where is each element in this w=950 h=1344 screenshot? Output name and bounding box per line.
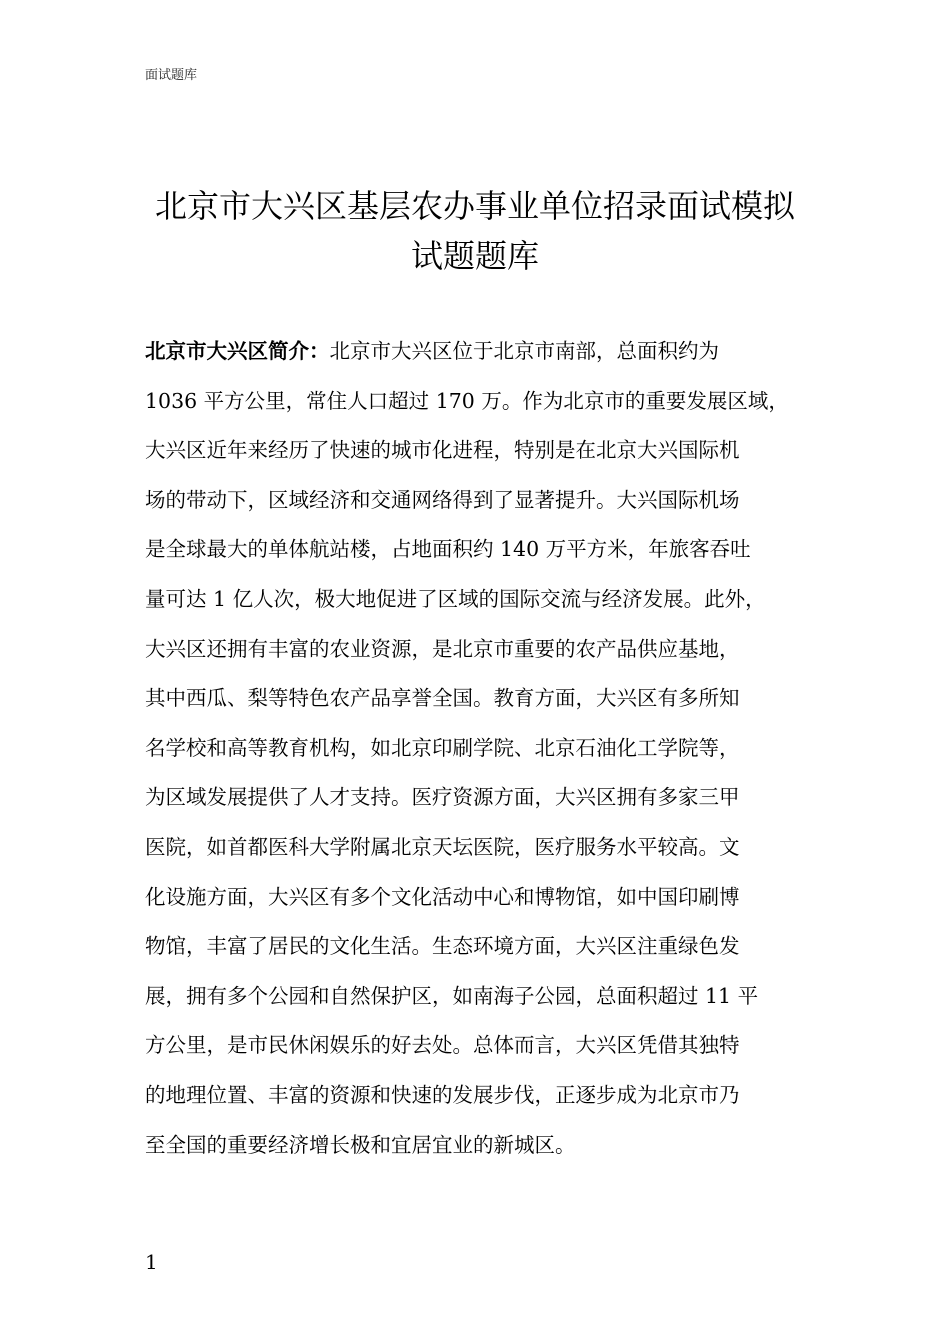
page-number: 1 <box>145 1250 158 1274</box>
paragraph-line: 的地理位置、丰富的资源和快速的发展步伐，正逐步成为北京市乃 <box>145 1082 740 1107</box>
paragraph-line: 方公里，是市民休闲娱乐的好去处。总体而言，大兴区凭借其独特 <box>145 1033 740 1058</box>
intro-lead-label: 北京市大兴区简介： <box>145 339 330 363</box>
paragraph-line: 大兴区还拥有丰富的农业资源，是北京市重要的农产品供应基地， <box>145 636 740 661</box>
paragraph-line <box>145 327 806 377</box>
paragraph-line: 1036 平方公里，常住人口超过 170 万。作为北京市的重要发展区域， <box>145 388 789 413</box>
title-line-2: 试题题库 <box>410 237 539 275</box>
document-title <box>100 181 850 281</box>
paragraph-line: 大兴区近年来经历了快速的城市化进程，特别是在北京大兴国际机 <box>145 438 740 463</box>
paragraph-line: 名学校和高等教育机构，如北京印刷学院、北京石油化工学院等， <box>145 735 740 760</box>
paragraph-line: 至全国的重要经济增长极和宜居宜业的新城区。 <box>145 1132 576 1157</box>
paragraph-line: 展，拥有多个公园和自然保护区，如南海子公园，总面积超过 11 平 <box>145 983 759 1008</box>
title-line-1: 北京市大兴区基层农办事业单位招录面试模拟 <box>154 187 795 225</box>
paragraph-line: 场的带动下，区域经济和交通网络得到了显著提升。大兴国际机场 <box>145 487 740 512</box>
paragraph-line: 是全球最大的单体航站楼，占地面积约 140 万平方米，年旅客吞吐 <box>145 537 751 562</box>
paragraph-line: 医院，如首都医科大学附属北京天坛医院，医疗服务水平较高。文 <box>145 834 740 859</box>
intro-paragraph <box>145 327 806 1170</box>
paragraph-line: 化设施方面，大兴区有多个文化活动中心和博物馆，如中国印刷博 <box>145 884 740 909</box>
paragraph-line: 其中西瓜、梨等特色农产品享誉全国。教育方面，大兴区有多所知 <box>145 686 740 711</box>
paragraph-line-text: 北京市大兴区位于北京市南部，总面积约为 <box>329 339 719 363</box>
page-header: 面试题库 <box>145 68 198 83</box>
paragraph-line: 量可达 1 亿人次，极大地促进了区域的国际交流与经济发展。此外， <box>145 586 766 611</box>
paragraph-line: 物馆，丰富了居民的文化生活。生态环境方面，大兴区注重绿色发 <box>145 934 740 959</box>
paragraph-line: 为区域发展提供了人才支持。医疗资源方面，大兴区拥有多家三甲 <box>145 785 740 810</box>
